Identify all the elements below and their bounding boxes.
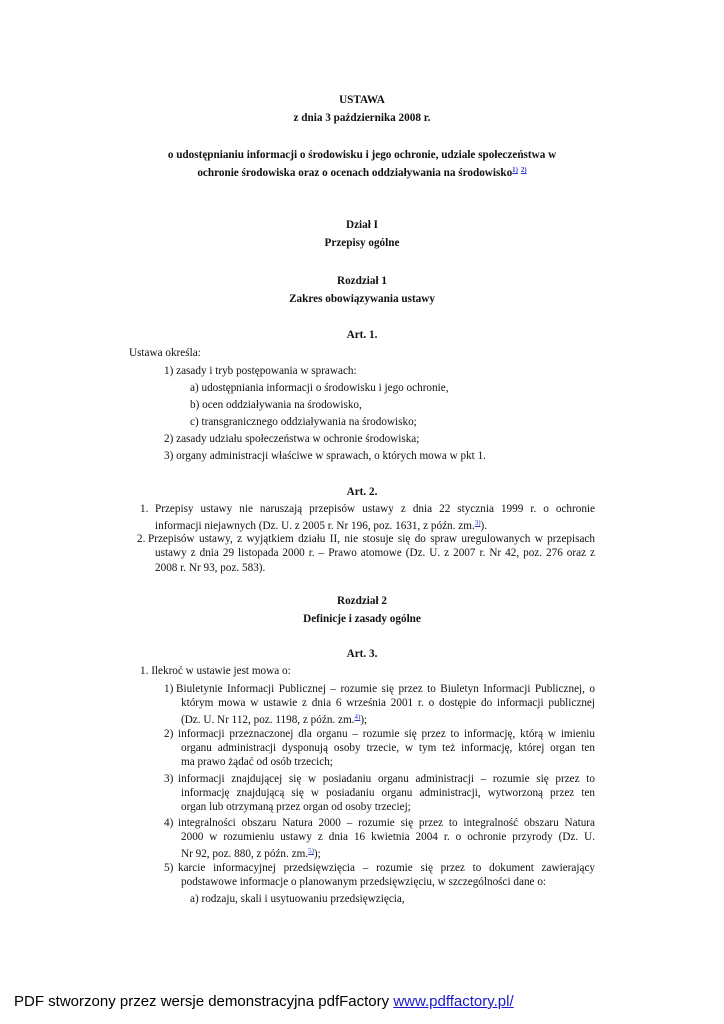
def1-line1: Biuletynie Informacji Publicznej – rozumie się przez to Biuletyn Informacji Publicznej, o [176, 683, 595, 695]
def2-line1: informacji przeznaczonej dla organu – rozumie się przez to informację, którą w imieniu [178, 728, 595, 740]
chapter1-label: Rozdział 1 [336, 275, 388, 287]
def5-line1: karcie informacyjnej przedsięwzięcia – rozumie się przez to dokument zawierający [178, 862, 595, 874]
art2-sec2-line3: 2008 r. Nr 93, poz. 583). [155, 562, 266, 574]
def3-line3: organ lub otrzymaną przez organ od osoby trzeciej; [181, 801, 411, 813]
art1-point1a: a) udostępniania informacji o środowisku i jego ochronie, [190, 382, 449, 394]
art1-point1c: c) transgranicznego oddziaływania na środowisko; [190, 416, 417, 428]
art1-heading: Art. 1. [346, 329, 378, 341]
act-title-line1: o udostępnianiu informacji o środowisku i jego ochronie, udziale społeczeństwa w [167, 149, 557, 161]
footnote-ref-4[interactable]: 4) [354, 713, 361, 721]
art1-point3: 3) organy administracji właściwe w sprawach, o których mowa w pkt 1. [164, 450, 486, 462]
def1-num: 1) [164, 683, 174, 695]
art2-num2: 2. [137, 533, 146, 545]
def3-num: 3) [164, 773, 174, 785]
watermark-link[interactable]: www.pdffactory.pl/ [393, 993, 514, 1010]
art2-sec2-line2: ustawy z dnia 29 listopada 2000 r. – Prawo atomowe (Dz. U. z 2007 r. Nr 42, poz. 276 oraz z [155, 547, 595, 559]
art3-heading: Art. 3. [346, 648, 378, 660]
def3-line1: informacji znajdującej się w posiadaniu organu administracji – rozumie się przez to [178, 773, 595, 785]
art2-sec2-line1: Przepisów ustawy, z wyjątkiem działu II, nie stosuje się do spraw uregulowanych w przepisach [148, 533, 595, 545]
act-title-text: ochronie środowiska oraz o ocenach oddziaływania na środowisko [197, 167, 513, 179]
watermark-text: PDF stworzony przez wersje demonstracyjna pdfFactory [14, 993, 394, 1010]
footnote-ref-1[interactable]: 1) [512, 166, 519, 174]
art1-point1: 1) zasady i tryb postępowania w sprawach: [164, 365, 357, 377]
art2-sec1-end: ). [480, 520, 488, 532]
def2-num: 2) [164, 728, 174, 740]
footnote-ref-5[interactable]: 5) [308, 847, 314, 855]
division-title: Przepisy ogólne [324, 237, 400, 249]
chapter2-title: Definicje i zasady ogólne [303, 613, 421, 625]
chapter1-title: Zakres obowiązywania ustawy [289, 293, 435, 305]
chapter2-label: Rozdział 2 [336, 595, 388, 607]
def1-text: (Dz. U. Nr 112, poz. 1198, z późn. zm. [181, 714, 355, 726]
art1-point2: 2) zasady udziału społeczeństwa w ochronie środowiska; [164, 433, 420, 445]
art2-sec1-text: informacji niejawnych (Dz. U. z 2005 r. Nr 196, poz. 1631, z późn. zm. [155, 520, 475, 532]
def4-text: Nr 92, poz. 880, z późn. zm. [181, 848, 309, 860]
act-title-line2 [0, 162, 724, 182]
def5-num: 5) [164, 862, 174, 874]
art1-intro: Ustawa określa: [129, 347, 201, 359]
def5-line2: podstawowe informacje o planowanym przedsięwzięciu, w szczególności dane o: [181, 876, 547, 888]
art3-intro: 1. Ilekroć w ustawie jest mowa o: [140, 665, 291, 677]
art2-heading: Art. 2. [346, 486, 378, 498]
def1-line2: którym mowa w ustawie z dnia 6 września 2001 r. o dostępie do informacji publicznej [181, 697, 595, 709]
def4-end: ); [313, 848, 321, 860]
art2-num1: 1. [140, 503, 149, 515]
def5-point-a: a) rodzaju, skali i usytuowaniu przedsięwzięcia, [190, 893, 405, 905]
def4-line1: integralności obszaru Natura 2000 – rozumie się przez to integralność obszaru Natura [178, 817, 595, 829]
act-date: z dnia 3 października 2008 r. [293, 112, 431, 124]
def2-line3: ma prawo żądać od osób trzecich; [181, 756, 333, 768]
def2-line2: organu administracji dysponują osoby trzecie, w tym też informację, której organ ten [181, 742, 595, 754]
art2-sec1-line1: Przepisy ustawy nie naruszają przepisów ustawy z dnia 22 stycznia 1999 r. o ochronie [155, 503, 595, 515]
pdf-watermark-footer [14, 994, 514, 1011]
footnote-ref-2[interactable]: 2) [520, 166, 527, 174]
act-type: USTAWA [339, 94, 385, 106]
def3-line2: informację znajdującą się w posiadaniu organu administracji, wytworzoną przez ten [181, 787, 595, 799]
division-label: Dział I [345, 219, 378, 231]
footnote-ref-3[interactable]: 3) [474, 519, 481, 527]
def1-end: ); [360, 714, 368, 726]
art1-point1b: b) ocen oddziaływania na środowisko, [190, 399, 362, 411]
def4-line2: 2000 w rozumieniu ustawy z dnia 16 kwietnia 2004 r. o ochronie przyrody (Dz. U. [181, 831, 595, 843]
def4-num: 4) [164, 817, 174, 829]
